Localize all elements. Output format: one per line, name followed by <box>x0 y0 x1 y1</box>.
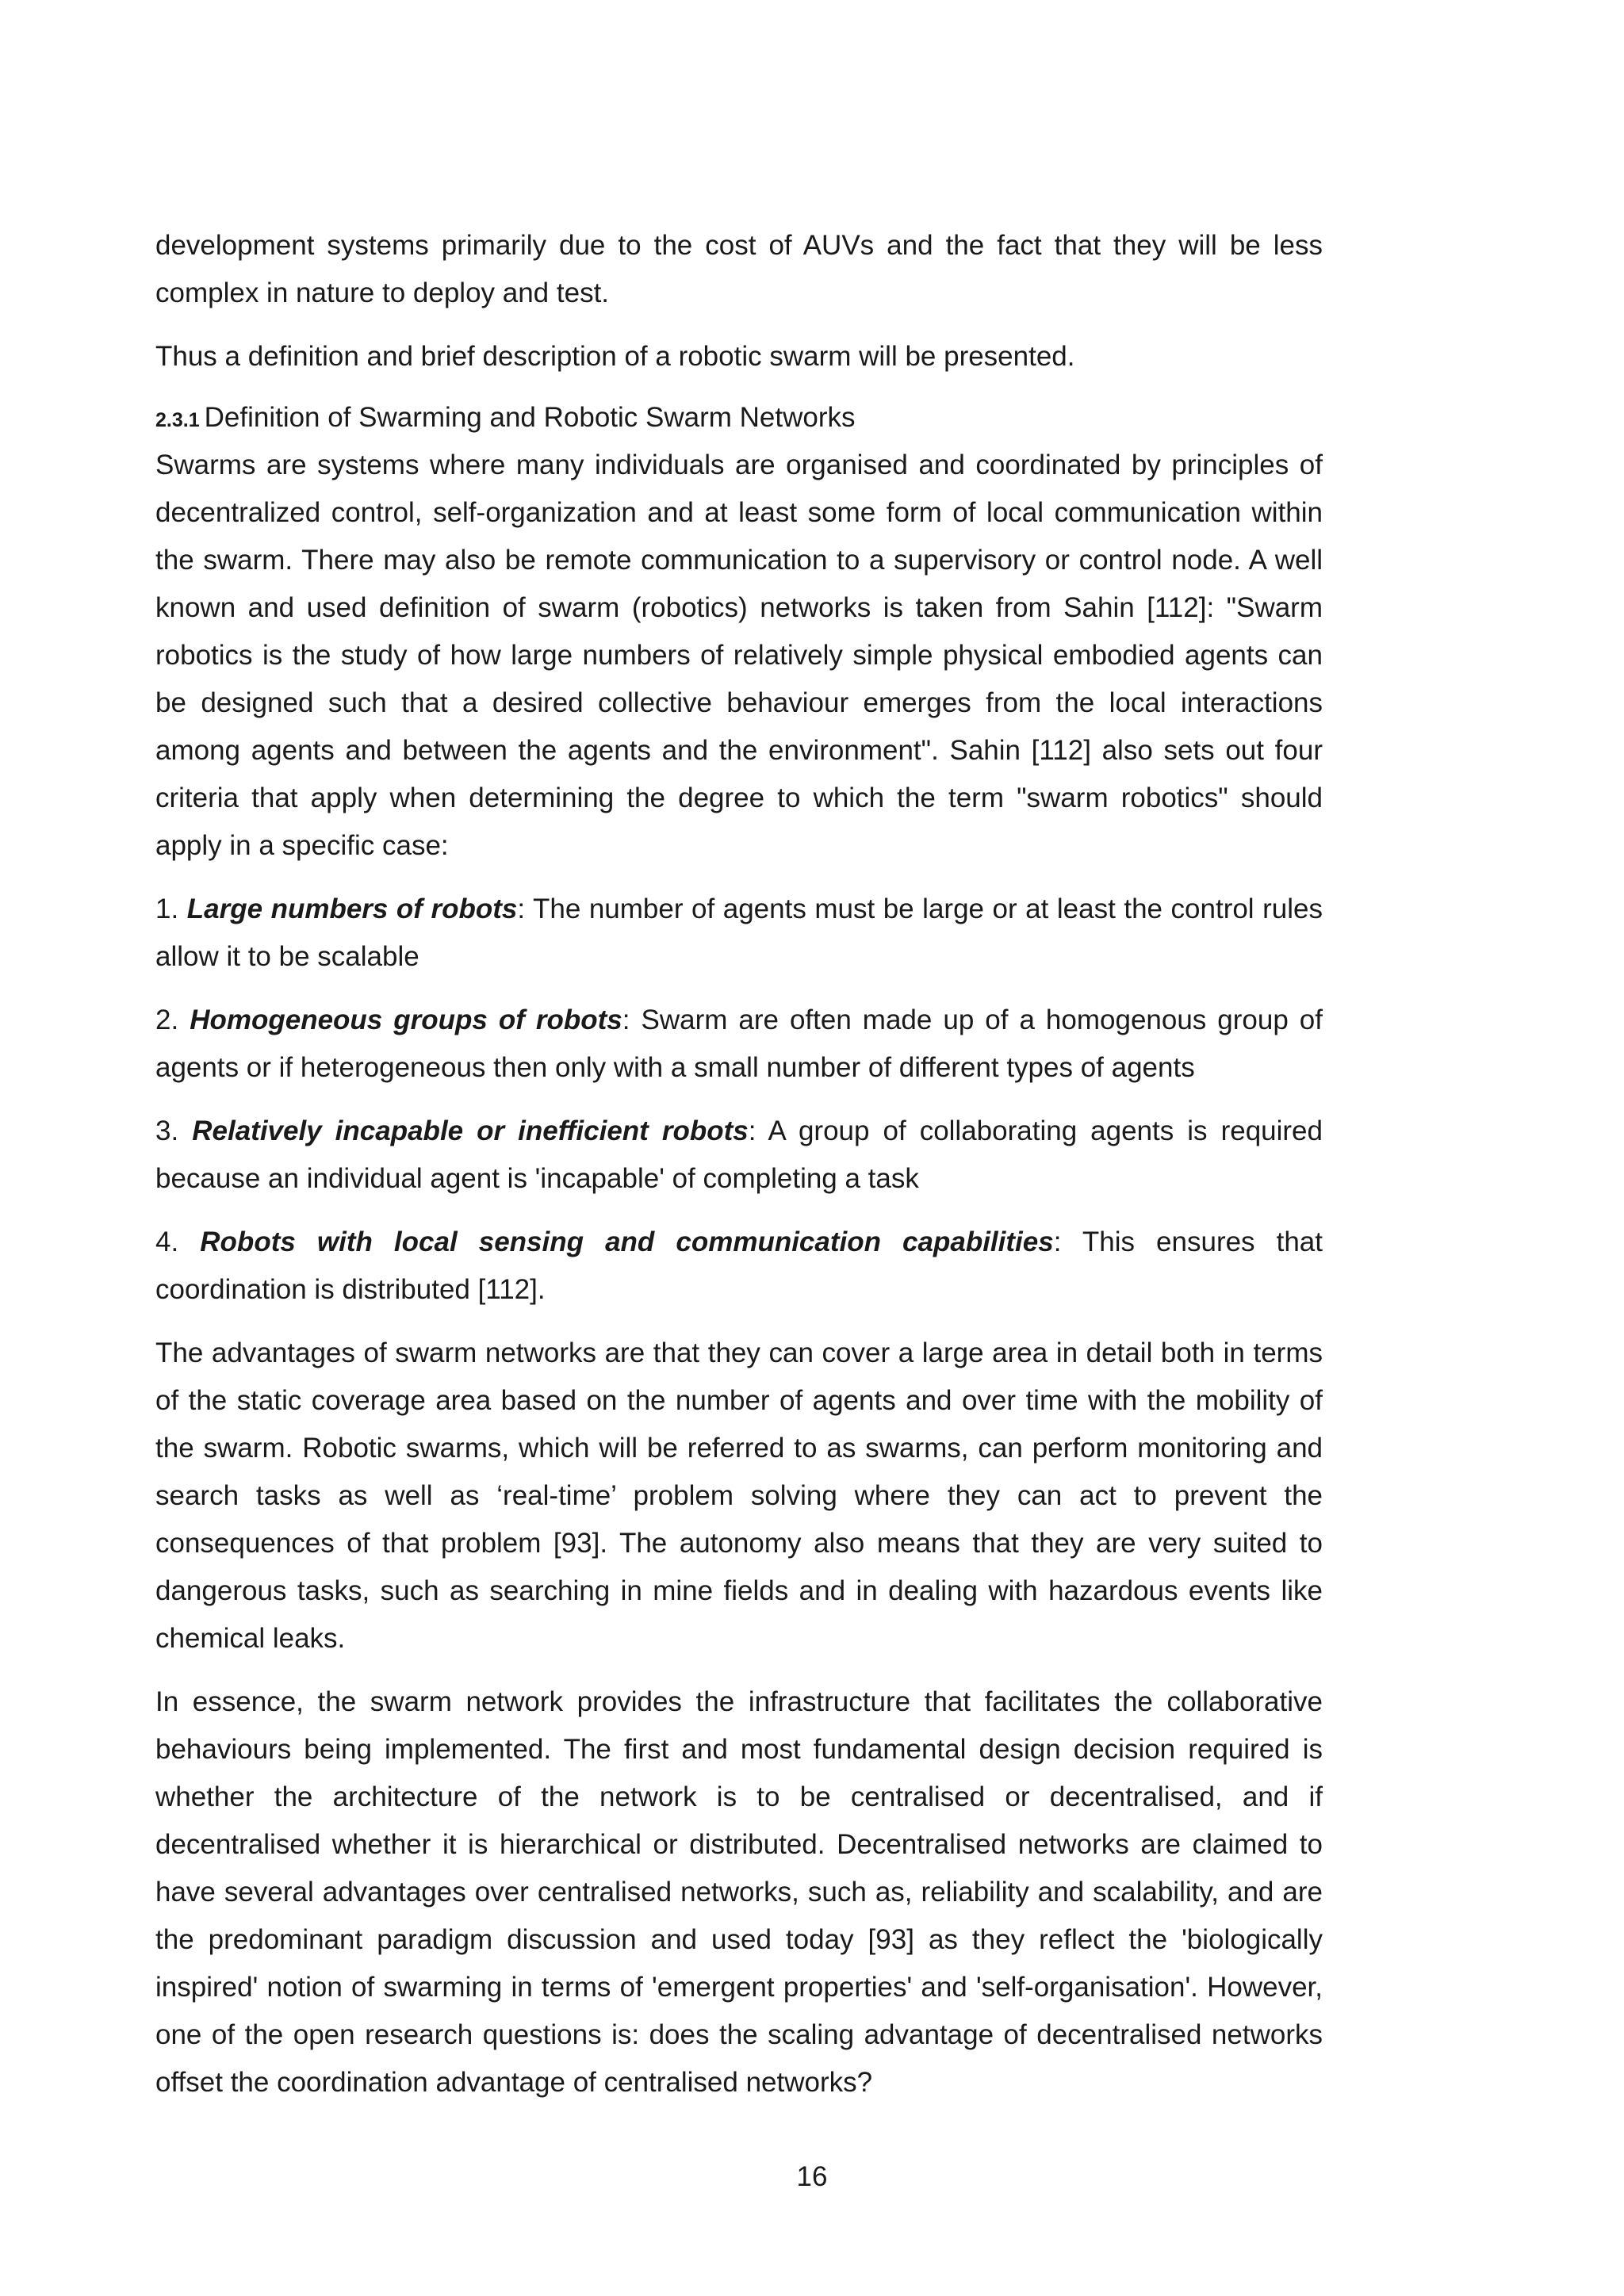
section-number: 2.3.1 <box>155 409 200 431</box>
criterion-text: : Swarm are often made up of a homogenous group of agents or if heterogeneous then only with a small number of different types of agents <box>155 1004 1323 1083</box>
criterion-number: 4. <box>155 1226 179 1257</box>
paragraph-intro-continuation: development systems primarily due to the cost of AUVs and the fact that they will be less complex in nature to deploy and test. <box>155 230 1323 308</box>
criterion-item <box>155 886 1323 981</box>
criterion-label: Robots with local sensing and communication capabilities <box>200 1226 1054 1257</box>
criterion-label: Homogeneous groups of robots <box>190 1004 622 1035</box>
paragraph-intro-thus: Thus a definition and brief description of a robotic swarm will be presented. <box>155 341 1075 372</box>
criterion-label: Relatively incapable or inefficient robots <box>192 1115 749 1146</box>
paragraph-definition: Swarms are systems where many individuals are organised and coordinated by principles of decentralized control, self-organization and at least some form of local communication within the swarm. There may also be remote communication to a supervisory or control node. A well known and used definition of swarm (robotics) networks is taken from Sahin [112]: "Swarm robotics is the study of how large numbers of relatively simple physical embodied agents can be designed such that a desired collective behaviour emerges from the local interactions among agents and between the agents and the environment". Sahin [112] also sets out four criteria that apply when determining the degree to which the term "swarm robotics" should apply in a specific case: <box>155 450 1323 861</box>
criterion-item <box>155 1219 1323 1314</box>
criterion-text: : A group of collaborating agents is required because an individual agent is 'incapable' of completing a task <box>155 1115 1323 1194</box>
criterion-item <box>155 1108 1323 1203</box>
criterion-item <box>155 997 1323 1092</box>
paragraph-advantages: The advantages of swarm networks are that they can cover a large area in detail both in terms of the static coverage area based on the number of agents and over time with the mobility of the swarm. Robotic swarms, which will be referred to as swarms, can perform monitoring and search tasks as well as ‘real-time’ problem solving where they can act to prevent the consequences of that problem [93]. The autonomy also means that they are very suited to dangerous tasks, such as searching in mine fields and in dealing with hazardous events like chemical leaks. <box>155 1337 1323 1654</box>
criterion-text: : The number of agents must be large or at least the control rules allow it to be scalable <box>155 894 1323 972</box>
section-heading <box>155 396 1323 442</box>
page-body <box>155 222 1323 2107</box>
criterion-label: Large numbers of robots <box>186 894 518 924</box>
criterion-number: 2. <box>155 1004 179 1035</box>
paragraph-essence: In essence, the swarm network provides the infrastructure that facilitates the collaborative behaviours being implemented. The first and most fundamental design decision required is whether the architecture of the network is to be centralised or decentralised, and if decentralised whether it is hierarchical or distributed. Decentralised networks are claimed to have several advantages over centralised networks, such as, reliability and scalability, and are the predominant paradigm discussion and used today [93] as they reflect the 'biologically inspired' notion of swarming in terms of 'emergent properties' and 'self-organisation'. However, one of the open research questions is: does the scaling advantage of decentralised networks offset the coordination advantage of centralised networks? <box>155 1686 1323 2098</box>
criterion-number: 3. <box>155 1115 179 1146</box>
section-title: Definition of Swarming and Robotic Swarm Networks <box>204 402 856 433</box>
criterion-number: 1. <box>155 894 179 924</box>
page-number: 16 <box>796 2161 828 2192</box>
criterion-text: : This ensures that coordination is distributed [112]. <box>155 1226 1323 1305</box>
